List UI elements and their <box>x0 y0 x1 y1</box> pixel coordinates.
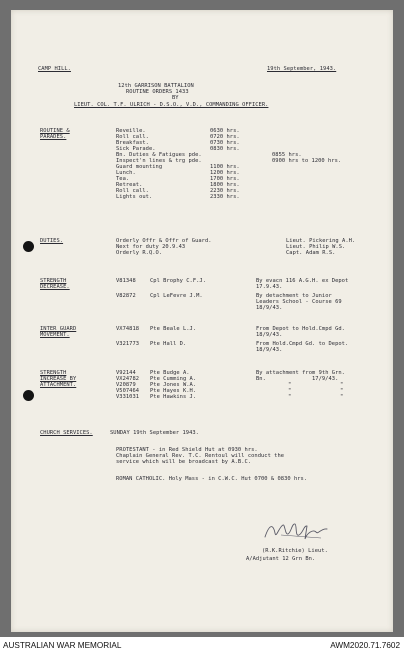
routine-item-time: 0900 hrs to 1200 hrs. <box>272 158 342 164</box>
routine-item-name: Lunch. <box>116 170 136 176</box>
movement-note: By detachment to Junior <box>256 293 332 299</box>
protestant-service: Chaplain General Rev. T.C. Rentoul will conduct the <box>116 453 285 459</box>
movement-note: Leaders School - Course 69 <box>256 299 342 305</box>
service-number: VX24782 <box>116 376 140 382</box>
routine-item-name: Inspect'n lines & trg pde. <box>116 158 202 164</box>
ditto-mark: " <box>340 382 344 388</box>
movement-note: Bn. <box>256 376 266 382</box>
routine-item-time: 0830 hrs. <box>210 146 240 152</box>
person-name: Pte Beale L.J. <box>150 326 197 332</box>
signatory-title: A/Adjutant 12 Grn Bn. <box>246 556 316 562</box>
footer-institution: AUSTRALIAN WAR MEMORIAL <box>3 641 122 650</box>
movement-note: 18/9/43. <box>256 305 283 311</box>
section-heading-increase: STRENGTH <box>40 370 67 376</box>
service-number: V20879 <box>116 382 136 388</box>
archive-footer <box>0 637 404 653</box>
routine-item-time: 1200 hrs. <box>210 170 240 176</box>
section-heading-decrease-2: DECREASE. <box>40 284 70 290</box>
section-heading-inter-guard: INTER GUARD <box>40 326 77 332</box>
section-heading-routine: ROUTINE & <box>40 128 70 134</box>
service-number: V331031 <box>116 394 140 400</box>
person-name: Pte Budge A. <box>150 370 190 376</box>
punch-hole-icon <box>23 390 34 401</box>
routine-item-name: Lights out. <box>116 194 153 200</box>
movement-note: From Hold.Cmpd Gd. to Depot. <box>256 341 349 347</box>
movement-note-date: 17/9/43. <box>312 376 339 382</box>
section-heading-decrease: STRENGTH <box>40 278 67 284</box>
ditto-mark: " <box>288 382 292 388</box>
camp-name: CAMP HILL. <box>38 66 71 72</box>
person-name: Cpl LeFevre J.M. <box>150 293 203 299</box>
church-date: SUNDAY 19th September 1943. <box>110 430 199 436</box>
catholic-service: ROMAN CATHOLIC. Holy Mass - in C.W.C. Hut 0700 & 0830 hrs. <box>116 476 308 482</box>
signatory-name: (R.K.Ritchie) Lieut. <box>262 548 328 554</box>
section-heading-routine-2: PARADES. <box>40 134 67 140</box>
commanding-officer: LIEUT. COL. T.F. ULRICH - D.S.O., V.D., COMMANDING OFFICER. <box>74 102 269 108</box>
battalion-title: 12th GARRISON BATTALION <box>118 83 194 89</box>
routine-item-time: 1100 hrs. <box>210 164 240 170</box>
routine-item-time: 2230 hrs. <box>210 188 240 194</box>
routine-item-name: Bn. Duties & Fatigues pde. <box>116 152 202 158</box>
person-name: Cpl Brophy C.F.J. <box>150 278 207 284</box>
routine-item-time: 0855 hrs. <box>272 152 302 158</box>
orders-title: ROUTINE ORDERS 1433 <box>126 89 189 95</box>
person-name: Pte Cumming A. <box>150 376 197 382</box>
section-heading-inter-guard-2: MOVEMENT. <box>40 332 70 338</box>
duty-left: Orderly R.Q.O. <box>116 250 163 256</box>
routine-item-time: 0630 hrs. <box>210 128 240 134</box>
routine-item-name: Guard mounting <box>116 164 163 170</box>
section-heading-increase-3: ATTACHMENT. <box>40 382 77 388</box>
duty-left: Next for duty 20.9.43 <box>116 244 186 250</box>
routine-item-name: Tea. <box>116 176 130 182</box>
section-heading-increase-2: INCREASE BY <box>40 376 77 382</box>
ditto-mark: " <box>340 388 344 394</box>
duty-officer: Lieut. Philip W.S. <box>286 244 346 250</box>
person-name: Pte Hawkins J. <box>150 394 197 400</box>
movement-note: From Depot to Hold.Cmpd Gd. <box>256 326 345 332</box>
service-number: V82872 <box>116 293 136 299</box>
protestant-service: service which will be broadcast by A.B.C. <box>116 459 252 465</box>
ditto-mark: " <box>340 394 344 400</box>
movement-note: 18/9/43. <box>256 347 283 353</box>
duty-officer: Lieut. Pickering A.H. <box>286 238 356 244</box>
routine-item-name: Roll call. <box>116 134 149 140</box>
routine-item-name: Sick Parade. <box>116 146 156 152</box>
person-name: Pte Hayes K.H. <box>150 388 197 394</box>
service-number: V507464 <box>116 388 140 394</box>
handwritten-signature <box>261 515 333 549</box>
routine-item-time: 1800 hrs. <box>210 182 240 188</box>
by-line: BY <box>172 95 179 101</box>
punch-hole-icon <box>23 241 34 252</box>
protestant-service: PROTESTANT - in Red Shield Hut at 0930 hrs. <box>116 447 258 453</box>
movement-note: 17.9.43. <box>256 284 283 290</box>
routine-item-name: Retreat. <box>116 182 143 188</box>
service-number: V81348 <box>116 278 136 284</box>
ditto-mark: " <box>288 394 292 400</box>
person-name: Pte Hall D. <box>150 341 187 347</box>
movement-note: 18/9/43. <box>256 332 283 338</box>
routine-item-name: Roll call. <box>116 188 149 194</box>
movement-note: By evacn 116 A.G.H. ex Depot <box>256 278 349 284</box>
duty-officer: Capt. Adam R.S. <box>286 250 336 256</box>
person-name: Pte Jones W.A. <box>150 382 197 388</box>
duty-left: Orderly Offr & Offr of Guard. <box>116 238 212 244</box>
routine-item-time: 0730 hrs. <box>210 140 240 146</box>
section-heading-duties: DUTIES. <box>40 238 64 244</box>
routine-item-name: Reveille. <box>116 128 146 134</box>
routine-item-time: 2330 hrs. <box>210 194 240 200</box>
footer-accession-number: AWM2020.71.7602 <box>330 641 400 650</box>
order-date: 19th September, 1943. <box>267 66 337 72</box>
routine-item-time: 0720 hrs. <box>210 134 240 140</box>
service-number: V321773 <box>116 341 140 347</box>
routine-item-name: Breakfast. <box>116 140 149 146</box>
service-number: V92144 <box>116 370 136 376</box>
section-heading-church: CHURCH SERVICES. <box>40 430 93 436</box>
ditto-mark: " <box>288 388 292 394</box>
routine-item-time: 1700 hrs. <box>210 176 240 182</box>
movement-note: By attachment from 9th Grn. <box>256 370 345 376</box>
service-number: VX74818 <box>116 326 140 332</box>
